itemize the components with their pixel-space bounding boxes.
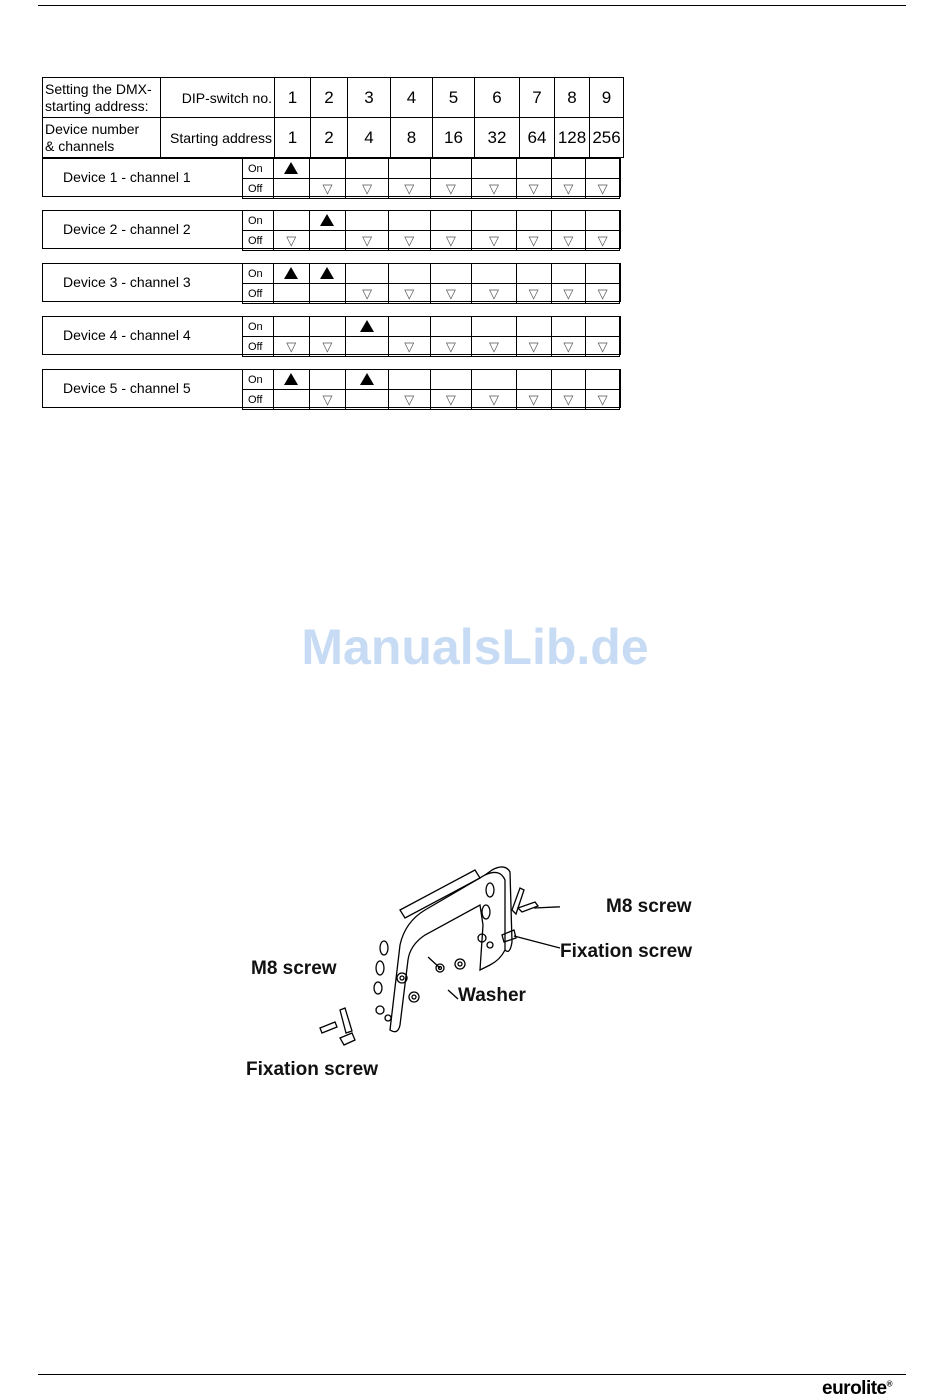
switch-off-arrow-icon: ▽: [597, 180, 608, 196]
switch-cell: [516, 337, 551, 357]
switch-cell: [273, 284, 309, 304]
switch-off-arrow-icon: ▽: [286, 232, 297, 248]
switch-cell: [388, 390, 430, 410]
brand-logo: [822, 1378, 892, 1400]
switch-row-off: [243, 337, 620, 357]
m8-screw-label-left: M8 screw: [251, 958, 337, 979]
device-name: Device 1 - channel 1: [63, 169, 191, 185]
on-label: On: [243, 211, 274, 231]
switch-cell: [346, 284, 389, 304]
switch-cell: [430, 231, 472, 251]
device-name: Device 2 - channel 2: [63, 221, 191, 237]
start-address: 64: [520, 118, 555, 158]
switch-cell: [430, 317, 472, 337]
switch-cell: [516, 264, 551, 284]
switch-cell: [430, 390, 472, 410]
switch-off-arrow-icon: ▽: [488, 338, 499, 354]
switch-off-arrow-icon: ▽: [404, 232, 415, 248]
switch-cell: [551, 211, 586, 231]
switch-cell: [472, 179, 517, 199]
start-address: 256: [590, 118, 624, 158]
switch-cell: [346, 211, 389, 231]
switch-cell: [586, 264, 620, 284]
switch-off-arrow-icon: ▽: [563, 232, 574, 248]
switch-cell: [273, 211, 309, 231]
switch-cell: [388, 179, 430, 199]
device-label: [43, 118, 161, 158]
device-block: [42, 210, 621, 249]
switch-off-arrow-icon: ▽: [445, 180, 456, 196]
switch-cell: [309, 284, 346, 304]
switch-cell: [516, 370, 551, 390]
switch-cell: [430, 284, 472, 304]
switch-cell: [430, 370, 472, 390]
switch-cell: [388, 337, 430, 357]
switch-state-table: [242, 210, 620, 251]
switch-off-arrow-icon: ▽: [445, 391, 456, 407]
switch-no: 8: [555, 78, 590, 118]
header-row-switch-no: [43, 78, 624, 118]
switch-off-arrow-icon: ▽: [563, 180, 574, 196]
switch-no: 3: [348, 78, 391, 118]
switch-cell: [516, 317, 551, 337]
switch-cell: [430, 211, 472, 231]
switch-off-arrow-icon: ▽: [404, 391, 415, 407]
switch-cell: [430, 337, 472, 357]
switch-cell: [309, 370, 346, 390]
switch-cell: [346, 317, 389, 337]
switch-cell: [586, 337, 620, 357]
switch-cell: [346, 231, 389, 251]
start-address: 1: [275, 118, 311, 158]
switch-off-arrow-icon: ▽: [445, 338, 456, 354]
switch-cell: [551, 337, 586, 357]
switch-cell: [273, 179, 309, 199]
brand-text: eurolite: [822, 1378, 887, 1399]
switch-cell: [309, 390, 346, 410]
fixation-screw-label-right: Fixation screw: [560, 941, 692, 962]
switch-off-arrow-icon: ▽: [404, 180, 415, 196]
switch-on-arrow-icon: [360, 373, 374, 385]
switch-cell: [472, 231, 517, 251]
switch-cell: [388, 317, 430, 337]
switch-off-arrow-icon: ▽: [488, 180, 499, 196]
switch-cell: [586, 211, 620, 231]
switch-cell: [309, 211, 346, 231]
setting-label: [43, 78, 161, 118]
switch-on-arrow-icon: [284, 267, 298, 279]
start-label: Starting address: [161, 118, 275, 158]
switch-cell: [346, 264, 389, 284]
switch-cell: [472, 337, 517, 357]
switch-no: 2: [311, 78, 348, 118]
switch-cell: [586, 179, 620, 199]
switch-row-on: [243, 264, 620, 284]
switch-off-arrow-icon: ▽: [563, 338, 574, 354]
switch-cell: [273, 159, 309, 179]
switch-off-arrow-icon: ▽: [597, 338, 608, 354]
bottom-rule: [38, 1374, 906, 1375]
on-label: On: [243, 264, 274, 284]
switch-cell: [273, 370, 309, 390]
start-address: 8: [391, 118, 433, 158]
switch-on-arrow-icon: [284, 373, 298, 385]
switch-cell: [346, 179, 389, 199]
switch-cell: [273, 390, 309, 410]
switch-cell: [388, 264, 430, 284]
washer-label: Washer: [458, 985, 526, 1006]
switch-cell: [472, 264, 517, 284]
switch-cell: [309, 231, 346, 251]
switch-cell: [551, 370, 586, 390]
switch-cell: [551, 284, 586, 304]
dip-label: DIP-switch no.: [161, 78, 275, 118]
device-label-line1: Device number: [45, 120, 140, 137]
switch-on-arrow-icon: [320, 267, 334, 279]
switch-off-arrow-icon: ▽: [404, 338, 415, 354]
switch-cell: [309, 317, 346, 337]
switch-cell: [551, 317, 586, 337]
switch-cell: [388, 159, 430, 179]
switch-cell: [586, 390, 620, 410]
switch-no: 4: [391, 78, 433, 118]
switch-cell: [388, 370, 430, 390]
start-address: 2: [311, 118, 348, 158]
top-rule: [38, 5, 906, 6]
switch-cell: [516, 284, 551, 304]
switch-off-arrow-icon: ▽: [597, 232, 608, 248]
switch-row-off: [243, 284, 620, 304]
switch-cell: [273, 264, 309, 284]
switch-off-arrow-icon: ▽: [445, 285, 456, 301]
device-name: Device 5 - channel 5: [63, 380, 191, 396]
device-label-line2: & channels: [45, 137, 115, 154]
switch-off-arrow-icon: ▽: [597, 391, 608, 407]
on-label: On: [243, 370, 274, 390]
switch-cell: [586, 284, 620, 304]
switch-cell: [388, 284, 430, 304]
device-block: [42, 316, 621, 355]
header-row-start-address: [43, 118, 624, 158]
switch-cell: [472, 284, 517, 304]
switch-on-arrow-icon: [360, 320, 374, 332]
switch-off-arrow-icon: ▽: [528, 180, 539, 196]
bracket-diagram: [300, 850, 560, 1060]
switch-row-off: [243, 231, 620, 251]
start-address: 4: [348, 118, 391, 158]
switch-cell: [472, 370, 517, 390]
switch-off-arrow-icon: ▽: [563, 391, 574, 407]
switch-state-table: [242, 316, 620, 357]
switch-off-arrow-icon: ▽: [489, 285, 500, 301]
switch-cell: [586, 231, 620, 251]
switch-off-arrow-icon: ▽: [362, 285, 373, 301]
switch-row-off: [243, 390, 620, 410]
switch-cell: [273, 231, 309, 251]
switch-cell: [346, 390, 389, 410]
dip-switch-header-table: [42, 77, 624, 158]
switch-cell: [388, 231, 430, 251]
switch-row-on: [243, 317, 620, 337]
switch-off-arrow-icon: ▽: [528, 285, 539, 301]
switch-cell: [346, 159, 389, 179]
on-label: On: [243, 317, 274, 337]
start-address: 32: [475, 118, 520, 158]
switch-cell: [516, 231, 551, 251]
off-label: Off: [243, 337, 274, 357]
switch-off-arrow-icon: ▽: [489, 391, 500, 407]
switch-cell: [516, 211, 551, 231]
switch-cell: [309, 179, 346, 199]
switch-cell: [586, 370, 620, 390]
switch-cell: [388, 211, 430, 231]
switch-off-arrow-icon: ▽: [362, 180, 373, 196]
switch-cell: [551, 179, 586, 199]
switch-off-arrow-icon: ▽: [362, 232, 373, 248]
fixation-screw-label-left: Fixation screw: [246, 1059, 378, 1080]
device-name: Device 3 - channel 3: [63, 274, 191, 290]
switch-cell: [309, 337, 346, 357]
switch-cell: [516, 179, 551, 199]
switch-cell: [551, 264, 586, 284]
device-name: Device 4 - channel 4: [63, 327, 191, 343]
switch-no: 9: [590, 78, 624, 118]
start-address: 128: [555, 118, 590, 158]
switch-row-off: [243, 179, 620, 199]
switch-off-arrow-icon: ▽: [528, 338, 539, 354]
switch-cell: [472, 159, 517, 179]
switch-cell: [472, 211, 517, 231]
switch-cell: [430, 179, 472, 199]
brand-mark: ®: [886, 1379, 893, 1389]
switch-cell: [430, 264, 472, 284]
switch-cell: [273, 337, 309, 357]
on-label: On: [243, 159, 274, 179]
device-block: [42, 158, 621, 197]
switch-cell: [430, 159, 472, 179]
off-label: Off: [243, 390, 274, 410]
switch-cell: [516, 390, 551, 410]
switch-row-on: [243, 370, 620, 390]
switch-cell: [586, 317, 620, 337]
switch-cell: [309, 264, 346, 284]
switch-cell: [309, 159, 346, 179]
switch-no: 5: [433, 78, 475, 118]
setting-label-line1: Setting the DMX-: [45, 80, 152, 97]
switch-cell: [551, 159, 586, 179]
start-address: 16: [433, 118, 475, 158]
setting-label-line2: starting address:: [45, 97, 149, 114]
switch-off-arrow-icon: ▽: [322, 338, 333, 354]
switch-cell: [273, 317, 309, 337]
switch-no: 1: [275, 78, 311, 118]
switch-off-arrow-icon: ▽: [488, 232, 499, 248]
switch-cell: [346, 370, 389, 390]
switch-state-table: [242, 369, 620, 410]
device-block: [42, 369, 621, 408]
switch-off-arrow-icon: ▽: [445, 232, 456, 248]
switch-off-arrow-icon: ▽: [404, 285, 415, 301]
switch-cell: [551, 231, 586, 251]
switch-cell: [472, 317, 517, 337]
switch-cell: [472, 390, 517, 410]
switch-off-arrow-icon: ▽: [563, 285, 574, 301]
m8-screw-label-right: M8 screw: [606, 896, 692, 917]
switch-no: 6: [475, 78, 520, 118]
switch-no: 7: [520, 78, 555, 118]
switch-state-table: [242, 263, 620, 304]
switch-cell: [551, 390, 586, 410]
off-label: Off: [243, 284, 274, 304]
switch-off-arrow-icon: ▽: [322, 391, 333, 407]
switch-off-arrow-icon: ▽: [528, 391, 539, 407]
switch-state-table: [242, 158, 620, 199]
switch-off-arrow-icon: ▽: [597, 285, 608, 301]
off-label: Off: [243, 231, 274, 251]
device-block: [42, 263, 621, 302]
switch-cell: [516, 159, 551, 179]
switch-row-on: [243, 159, 620, 179]
switch-on-arrow-icon: [284, 162, 298, 174]
switch-row-on: [243, 211, 620, 231]
switch-cell: [586, 159, 620, 179]
watermark: ManualsLib.de: [301, 619, 649, 675]
switch-on-arrow-icon: [320, 214, 334, 226]
off-label: Off: [243, 179, 274, 199]
switch-off-arrow-icon: ▽: [286, 338, 297, 354]
switch-cell: [346, 337, 389, 357]
switch-off-arrow-icon: ▽: [528, 232, 539, 248]
switch-off-arrow-icon: ▽: [322, 180, 333, 196]
